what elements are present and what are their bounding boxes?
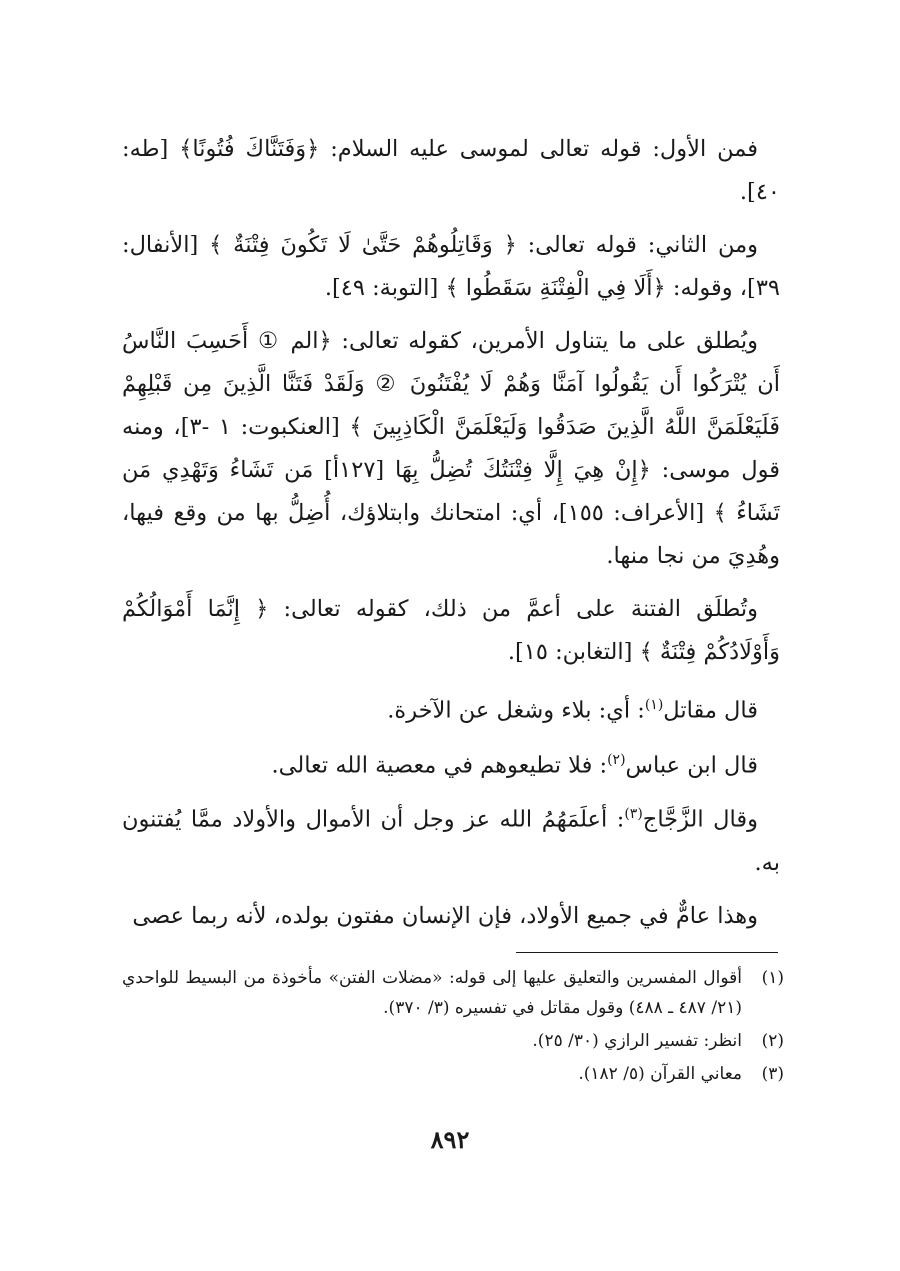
- footnote-text: معاني القرآن (٥/ ١٨٢).: [578, 1064, 742, 1084]
- footnote-number: (٣): [761, 1064, 784, 1084]
- footnote-ref-3[interactable]: (٣): [624, 806, 643, 822]
- footnote-separator: [516, 952, 778, 953]
- footnote-2: [122, 1026, 784, 1056]
- footnote-ref-1[interactable]: (١): [644, 697, 664, 713]
- quote-ibn-abbas: [122, 739, 780, 788]
- footnote-text: انظر: تفسير الرازي (٣٠/ ٢٥).: [532, 1031, 742, 1051]
- footnote-number: (١): [761, 968, 784, 988]
- quote-speaker: قال مقاتل: [663, 697, 758, 724]
- quote-zajjaj: [122, 793, 780, 885]
- paragraph-both-meanings: ويُطلق على ما يتناول الأمرين، كقوله تعالى: ﴿الم ① أَحَسِبَ النَّاسُ أَن يُتْرَكُوا أَن يَقُولُوا آمَنَّا وَهُمْ لَا يُفْتَنُونَ ② وَلَقَدْ فَتَنَّا الَّذِينَ مِن قَبْلِهِمْ فَلَيَعْلَمَنَّ اللَّهُ الَّذِينَ صَدَقُوا وَلَيَعْلَمَنَّ الْكَاذِبِينَ ﴾ [العنكبوت: ١ -٣]، ومنه قول موسى: ﴿إِنْ هِيَ إِلَّا فِتْنَتُكَ تُضِلُّ بِهَا [١٢٧أ] مَن تَشَاءُ وَتَهْدِي مَن تَشَاءُ ﴾ [الأعراف: ١٥٥]، أي: امتحانك وابتلاؤك، أُضِلُّ بها من وقع فيها، وهُدِيَ من نجا منها.: [122, 328, 780, 569]
- paragraph-first-meaning: فمن الأول: قوله تعالى لموسى عليه السلام: ﴿وَفَتَنَّاكَ فُتُونًا﴾ [طه: ٤٠].: [122, 136, 780, 205]
- footnote-text: أقوال المفسرين والتعليق عليها إلى قوله: «مضلات الفتن» مأخوذة من البسيط للواحدي (٢١/ ٤٨٧ ـ ٤٨٨) وقول مقاتل في تفسيره (٣/ ٣٧٠).: [122, 968, 742, 1018]
- footnotes: [122, 963, 784, 1092]
- paragraph-closing: وهذا عامٌّ في جميع الأولاد، فإن الإنسان مفتون بولده، لأنه ربما عصى: [132, 902, 758, 929]
- footnote-1: [122, 963, 784, 1023]
- footnote-ref-2[interactable]: (٢): [607, 751, 626, 768]
- quote-speaker: قال ابن عباس: [625, 752, 758, 778]
- quote-speaker: وقال الزَّجَّاج: [642, 806, 758, 833]
- quote-text: : أعلَمَهُمُ الله عز وجل أن الأموال والأولاد ممَّا يُفتنون به.: [122, 806, 780, 876]
- quote-text: : أي: بلاء وشغل عن الآخرة.: [387, 697, 645, 724]
- quote-text: : فلا تطيعوهم في معصية الله تعالى.: [271, 752, 608, 778]
- quote-muqatil: [122, 684, 780, 733]
- footnote-number: (٢): [761, 1031, 784, 1051]
- paragraph-general-meaning: وتُطلَق الفتنة على أعمَّ من ذلك، كقوله تعالى: ﴿ إِنَّمَا أَمْوَالُكُمْ وَأَوْلَادُكُمْ فِتْنَةٌ ﴾ [التغابن: ١٥].: [122, 596, 780, 665]
- main-text: [122, 128, 780, 948]
- paragraph-second-meaning: ومن الثاني: قوله تعالى: ﴿ وَقَاتِلُوهُمْ حَتَّىٰ لَا تَكُونَ فِتْنَةٌ ﴾ [الأنفال: ٣٩]، وقوله: ﴿أَلَا فِي الْفِتْنَةِ سَقَطُوا ﴾ [التوبة: ٤٩].: [122, 232, 780, 301]
- page-number: ٨٩٢: [430, 1125, 470, 1154]
- footnote-3: [122, 1059, 784, 1089]
